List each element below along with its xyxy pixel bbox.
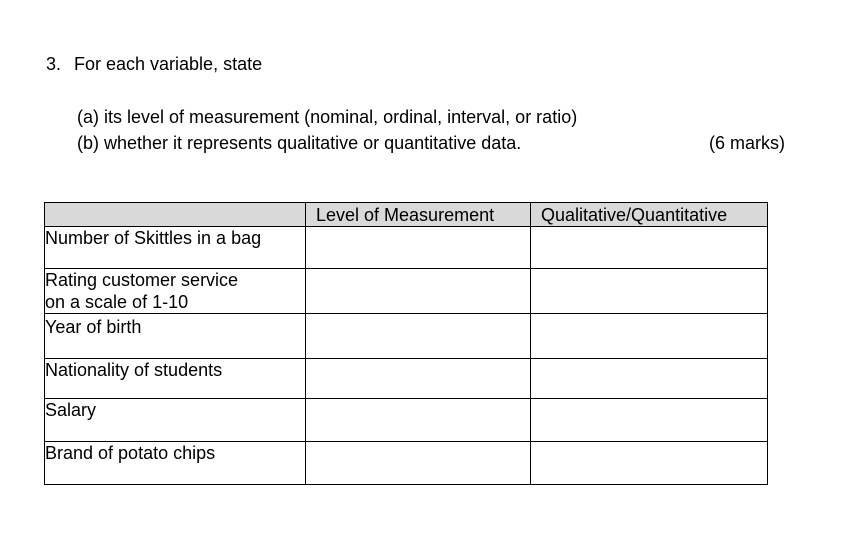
variable-label: Salary (45, 400, 97, 420)
level-answer-cell[interactable] (306, 227, 531, 269)
table-row (45, 399, 768, 442)
variable-label: Brand of potato chips (45, 443, 216, 463)
level-answer-cell[interactable] (306, 359, 531, 399)
type-answer-cell[interactable] (531, 359, 768, 399)
answer-table (44, 202, 768, 485)
header-blank-cell (45, 203, 306, 227)
table-row (45, 314, 768, 359)
variable-cell (45, 399, 306, 442)
table-row (45, 442, 768, 485)
header-level-of-measurement: Level of Measurement (306, 203, 531, 227)
table-header-row (45, 203, 768, 227)
variable-label: Rating customer service (45, 270, 239, 290)
variable-cell (45, 442, 306, 485)
level-answer-cell[interactable] (306, 399, 531, 442)
type-answer-cell[interactable] (531, 314, 768, 359)
variable-cell (45, 269, 306, 314)
variable-cell (45, 227, 306, 269)
level-answer-cell[interactable] (306, 442, 531, 485)
type-answer-cell[interactable] (531, 399, 768, 442)
question-header (46, 54, 262, 75)
level-answer-cell[interactable] (306, 269, 531, 314)
table-row (45, 359, 768, 399)
type-answer-cell[interactable] (531, 269, 768, 314)
variable-cell (45, 314, 306, 359)
table-row (45, 227, 768, 269)
question-part-b: (b) whether it represents qualitative or quantitative data. (77, 133, 522, 153)
header-qualitative-quantitative: Qualitative/Quantitative (531, 203, 768, 227)
level-answer-cell[interactable] (306, 314, 531, 359)
variable-cell (45, 359, 306, 399)
type-answer-cell[interactable] (531, 442, 768, 485)
question-number: 3. (46, 54, 62, 74)
question-part-a: (a) its level of measurement (nominal, ordinal, interval, or ratio) (77, 107, 578, 127)
variable-label-line2: on a scale of 1-10 (45, 292, 189, 312)
variable-label: Nationality of students (45, 360, 223, 380)
variable-label: Number of Skittles in a bag (45, 228, 262, 248)
type-answer-cell[interactable] (531, 227, 768, 269)
variable-label: Year of birth (45, 317, 142, 337)
question-marks: (6 marks) (709, 133, 785, 153)
table-row (45, 269, 768, 314)
question-stem: For each variable, state (74, 54, 263, 74)
